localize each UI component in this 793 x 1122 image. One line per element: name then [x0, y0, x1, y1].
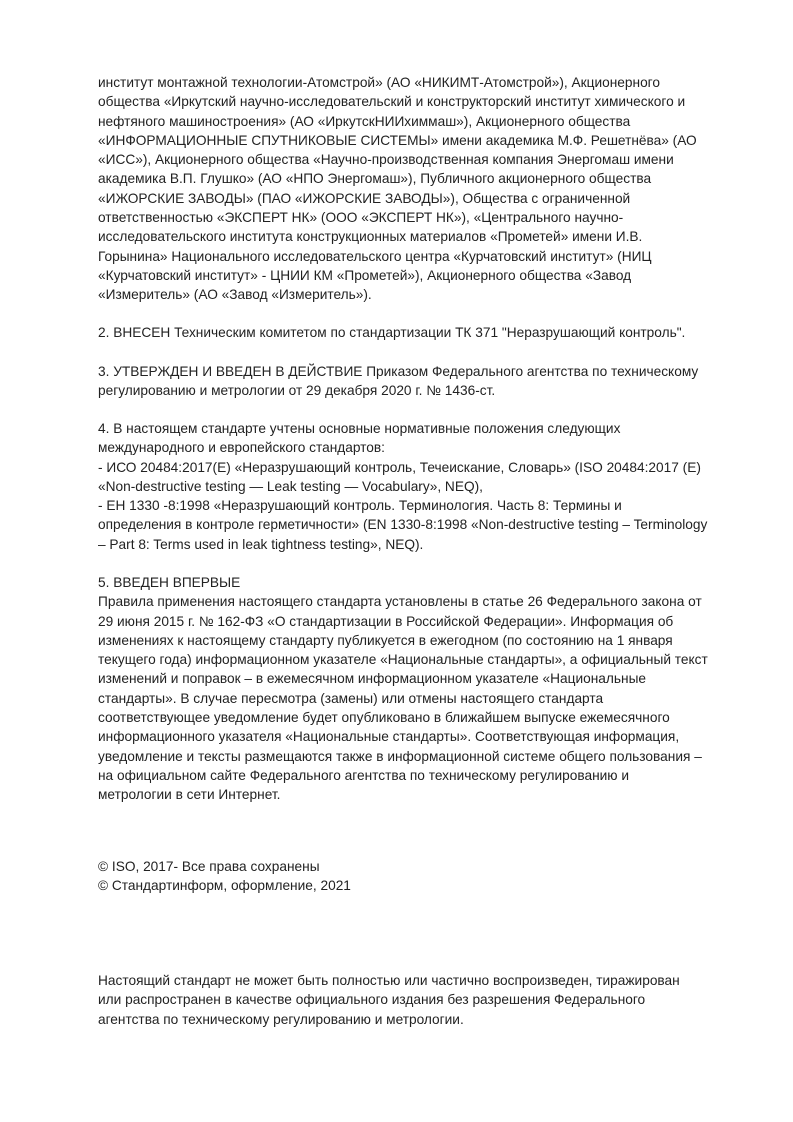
participants-paragraph: [98, 73, 768, 305]
text-line: «Курчатовский институт» - ЦНИИ КМ «Прометей»), Акционерного общества «Завод: [98, 267, 632, 283]
text-line: общества «Иркутский научно-исследовательский и конструкторский институт химического и: [98, 94, 686, 110]
reproduction-notice: [98, 971, 768, 1029]
text-line: исследовательского института конструкционных материалов «Прометей» имени И.В.: [98, 229, 643, 245]
text-line: регулированию и метрологии от 29 декабря 2020 г. № 1436-ст.: [98, 383, 496, 399]
text-line: «ИСС»), Акционерного общества «Научно-производственная компания Энергомаш имени: [98, 152, 674, 168]
text-line: - ИСО 20484:2017(Е) «Неразрушающий контроль, Течеискание, Словарь» (ISO 20484:2017 (E): [98, 459, 701, 475]
copyright-block: [98, 857, 768, 896]
text-line: уведомление и тексты размещаются также в информационной системе общего пользования –: [98, 748, 702, 764]
approved-paragraph: [98, 362, 768, 401]
text-line: ответственностью «ЭКСПЕРТ НК» (ООО «ЭКСПЕРТ НК»), «Центрального научно-: [98, 210, 624, 226]
standards-paragraph: [98, 419, 768, 554]
text-line: соответствующее уведомление будет опубликовано в ближайшем выпуске ежемесячного: [98, 710, 670, 726]
text-line: Правила применения настоящего стандарта установлены в статье 26 Федерального закона от: [98, 594, 702, 610]
text-line: 3. УТВЕРЖДЕН И ВВЕДЕН В ДЕЙСТВИЕ Приказом Федерального агентства по техническому: [98, 364, 699, 379]
text-line: 5. ВВЕДЕН ВПЕРВЫЕ: [98, 575, 241, 590]
text-line: изменений и поправок – в ежемесячном информационном указателе «Национальные: [98, 671, 647, 687]
text-line: - ЕН 1330 -8:1998 «Неразрушающий контроль. Терминология. Часть 8: Термины и: [98, 498, 622, 514]
text-line: метрологии в сети Интернет.: [98, 787, 281, 803]
text-line: информационного указателя «Национальные стандарты». Соответствующая информация,: [98, 729, 680, 745]
text-line: «ИНФОРМАЦИОННЫЕ СПУТНИКОВЫЕ СИСТЕМЫ» имени академика М.Ф. Решетнёва» (АО: [98, 132, 697, 148]
text-line: текущего года) информационном указателе «Национальные стандарты», а официальный текст: [98, 652, 708, 668]
text-line: Настоящий стандарт не может быть полностью или частично воспроизведен, тиражирован: [98, 973, 680, 988]
text-line: международного и европейского стандартов:: [98, 440, 385, 456]
text-line: академика В.П. Глушко» (АО «НПО Энергомаш»), Публичного акционерного общества: [98, 171, 652, 187]
text-line: нефтяного машиностроения» (АО «ИркутскНИИхиммаш»), Акционерного общества: [98, 113, 631, 129]
text-line: – Part 8: Terms used in leak tightness testing», NEQ).: [98, 536, 424, 552]
text-line: «Non-destructive testing — Leak testing — Vocabulary», NEQ),: [98, 478, 483, 494]
text-line: стандарты». В случае пересмотра (замены) или отмены настоящего стандарта: [98, 690, 604, 706]
text-line: «Измеритель» (АО «Завод «Измеритель»).: [98, 287, 372, 303]
text-line: агентства по техническому регулированию и метрологии.: [98, 1011, 464, 1027]
text-line: Горынина» Национального исследовательского центра «Курчатовский институт» (НИЦ: [98, 248, 652, 264]
text-line: 2. ВНЕСЕН Техническим комитетом по стандартизации ТК 371 "Неразрушающий контроль".: [98, 325, 686, 340]
text-line: на официальном сайте Федерального агентства по техническому регулированию и: [98, 767, 630, 783]
first-introduced-paragraph: [98, 573, 768, 805]
text-line: 4. В настоящем стандарте учтены основные нормативные положения следующих: [98, 421, 621, 436]
copyright-line: © ISO, 2017- Все права сохранены: [98, 859, 320, 874]
copyright-line: © Стандартинформ, оформление, 2021: [98, 878, 351, 894]
text-line: определения в контроле герметичности» (EN 1330-8:1998 «Non-destructive testing – Terminology: [98, 517, 708, 533]
introduced-paragraph: [98, 323, 768, 342]
text-line: или распространен в качестве официального издания без разрешения Федерального: [98, 992, 646, 1008]
text-line: 29 июня 2015 г. № 162-ФЗ «О стандартизации в Российской Федерации». Информация об: [98, 613, 674, 629]
text-line: «ИЖОРСКИЕ ЗАВОДЫ» (ПАО «ИЖОРСКИЕ ЗАВОДЫ»), Общества с ограниченной: [98, 190, 631, 206]
text-line: изменениях к настоящему стандарту публикуется в ежегодном (по состоянию на 1 января: [98, 632, 673, 648]
text-line: институт монтажной технологии-Атомстрой» (АО «НИКИМТ-Атомстрой»), Акционерного: [98, 75, 660, 90]
